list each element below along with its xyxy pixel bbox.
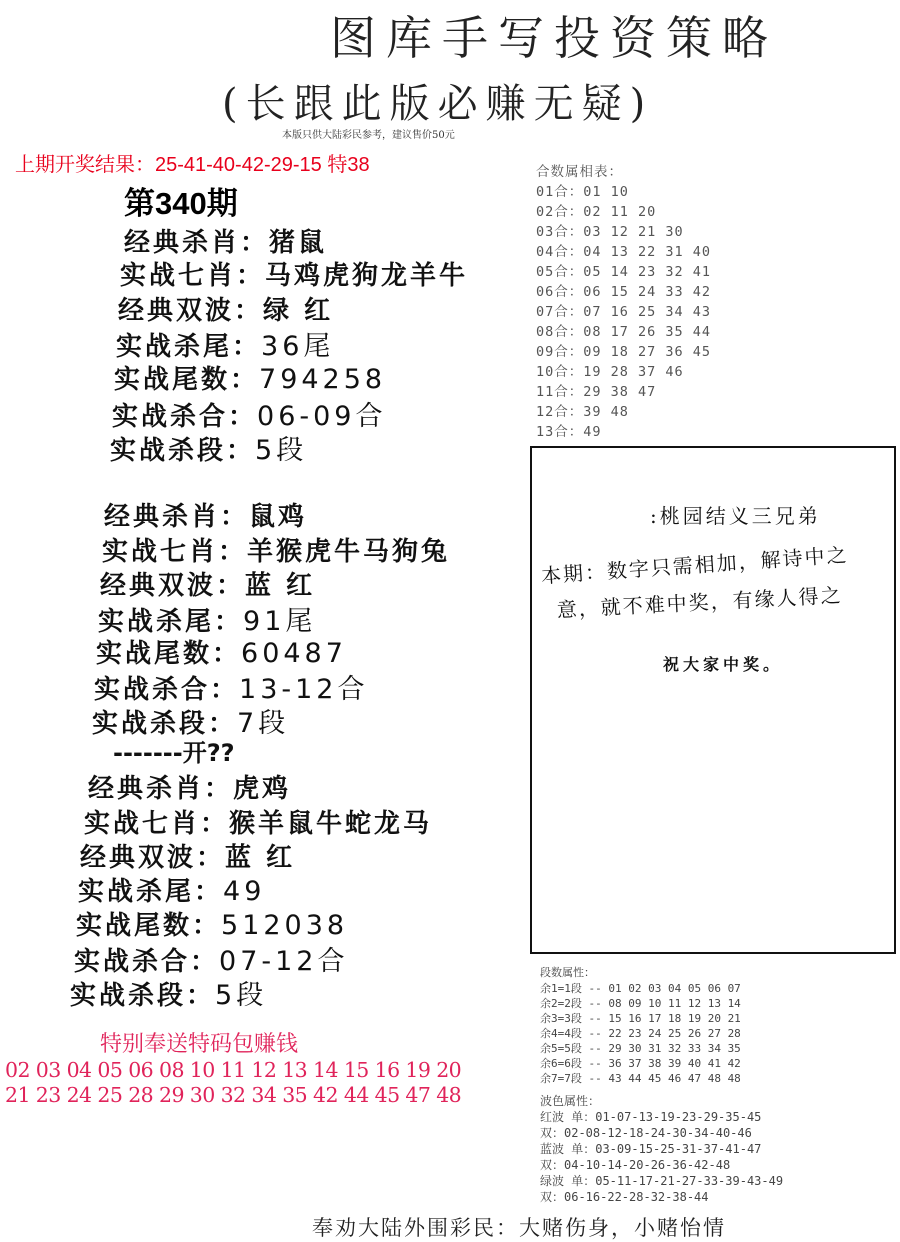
he-table-row: 13合：49 xyxy=(536,424,602,440)
row-label: 实战杀尾： xyxy=(116,332,262,362)
he-table-row: 11合：29 38 47 xyxy=(536,384,657,400)
row-value: 06-09合 xyxy=(257,401,387,432)
color-table-row: 双：02-08-12-18-24-30-34-40-46 xyxy=(540,1126,752,1140)
row-label: 实战杀合： xyxy=(94,675,240,705)
row-value: 猴羊鼠牛蛇龙马 xyxy=(229,809,433,839)
row-value: 虎鸡 xyxy=(233,774,292,804)
color-table-row: 双：06-16-22-28-32-38-44 xyxy=(540,1190,709,1204)
color-table-title: 波色属性： xyxy=(540,1094,601,1108)
he-table-row: 12合：39 48 xyxy=(536,404,629,420)
prediction-row xyxy=(114,359,386,396)
prediction-row xyxy=(100,565,315,602)
row-value: 13-12合 xyxy=(239,674,369,705)
he-table-row: 08合：08 17 26 35 44 xyxy=(536,324,712,340)
row-value: 马鸡虎狗龙羊牛 xyxy=(265,261,469,291)
segment-table-row: 余6=6段 -- 36 37 38 39 40 41 42 xyxy=(540,1057,741,1070)
he-table-row: 09合：09 18 27 36 45 xyxy=(536,344,712,360)
row-value: 49 xyxy=(223,876,266,907)
row-value: 羊猴虎牛马狗兔 xyxy=(247,537,451,567)
special-numbers-line: 21 23 24 25 28 29 30 32 34 35 42 44 45 47 48 xyxy=(5,1083,462,1107)
he-table-row: 02合：02 11 20 xyxy=(536,204,657,220)
he-table-row: 01合：01 10 xyxy=(536,184,629,200)
row-value: 绿 红 xyxy=(263,296,334,326)
row-label: 实战杀段： xyxy=(110,436,256,466)
row-value: 猪鼠 xyxy=(269,228,328,258)
row-value: 5段 xyxy=(215,980,268,1011)
row-value: 蓝 红 xyxy=(245,571,316,601)
footer-note: 奉劝大陆外围彩民：大赌伤身，小赌怡情 xyxy=(312,1216,726,1240)
row-value: 91尾 xyxy=(243,606,317,637)
segment-table-row: 余5=5段 -- 29 30 31 32 33 34 35 xyxy=(540,1042,741,1055)
row-value: 794258 xyxy=(259,364,387,395)
row-label: 实战尾数： xyxy=(114,365,260,395)
poem-title: :桃园结义三兄弟 xyxy=(650,504,821,528)
row-value: 60487 xyxy=(241,638,347,669)
prediction-row xyxy=(102,531,450,568)
he-table-title: 合数属相表： xyxy=(536,164,623,180)
special-title: 特别奉送特码包赚钱 xyxy=(100,1032,299,1057)
row-value: 36尾 xyxy=(261,331,335,362)
prediction-row xyxy=(84,803,432,840)
row-label: 实战杀合： xyxy=(74,947,220,977)
he-table-row: 04合：04 13 22 31 40 xyxy=(536,244,712,260)
row-value: 512038 xyxy=(221,910,349,941)
he-table-row: 06合：06 15 24 33 42 xyxy=(536,284,712,300)
he-table-row: 03合：03 12 21 30 xyxy=(536,224,684,240)
prediction-row xyxy=(110,428,307,467)
prediction-row xyxy=(88,768,291,805)
issue-number: 第340期 xyxy=(124,186,238,221)
row-value: 蓝 红 xyxy=(225,843,296,873)
row-label: 实战七肖： xyxy=(84,809,230,839)
special-numbers-line: 02 03 04 05 06 08 10 11 12 13 14 15 16 19 20 xyxy=(5,1058,462,1082)
he-table-row: 07合：07 16 25 34 43 xyxy=(536,304,712,320)
segment-table-row: 余1=1段 -- 01 02 03 04 05 06 07 xyxy=(540,982,741,995)
row-value: 5段 xyxy=(255,435,308,466)
prediction-row xyxy=(78,871,265,908)
wish-text: 祝大家中奖。 xyxy=(663,655,784,674)
he-table-row: 05合：05 14 23 32 41 xyxy=(536,264,712,280)
row-label: 实战杀合： xyxy=(112,402,258,432)
prediction-row xyxy=(70,973,267,1012)
last-result: 上期开奖结果：25-41-40-42-29-15 特38 xyxy=(15,154,370,176)
row-label: 经典双波： xyxy=(118,296,264,326)
row-label: 经典杀肖： xyxy=(124,228,270,258)
row-label: 经典双波： xyxy=(100,571,246,601)
color-table-row: 双：04-10-14-20-26-36-42-48 xyxy=(540,1158,731,1172)
color-table-row: 蓝波 单：03-09-15-25-31-37-41-47 xyxy=(540,1142,762,1156)
row-label: 实战七肖： xyxy=(102,537,248,567)
segment-table-row: 余7=7段 -- 43 44 45 46 47 48 48 xyxy=(540,1072,741,1085)
row-value: 7段 xyxy=(237,708,290,739)
segment-table-row: 余3=3段 -- 15 16 17 18 19 20 21 xyxy=(540,1012,741,1025)
prediction-row xyxy=(96,633,347,670)
he-table-row: 10合：19 28 37 46 xyxy=(536,364,684,380)
open-divider: -------开?? xyxy=(113,739,235,767)
row-label: 实战尾数： xyxy=(76,911,222,941)
row-label: 实战尾数： xyxy=(96,639,242,669)
row-label: 经典杀肖： xyxy=(88,774,234,804)
page-subtitle: (长跟此版必赚无疑) xyxy=(222,81,654,127)
price-note: 本版只供大陆彩民参考，建议售价50元 xyxy=(282,130,455,141)
row-label: 经典双波： xyxy=(80,843,226,873)
prediction-row xyxy=(76,905,348,942)
prediction-row xyxy=(120,255,468,292)
row-label: 实战七肖： xyxy=(120,261,266,291)
row-label: 实战杀尾： xyxy=(98,607,244,637)
row-value: 07-12合 xyxy=(219,946,349,977)
color-table-row: 红波 单：01-07-13-19-23-29-35-45 xyxy=(540,1110,762,1124)
row-label: 经典杀肖： xyxy=(104,502,250,532)
segment-table-title: 段数属性： xyxy=(540,966,595,979)
row-label: 实战杀尾： xyxy=(78,877,224,907)
color-table-row: 绿波 单：05-11-17-21-27-33-39-43-49 xyxy=(540,1174,784,1188)
prediction-row xyxy=(104,496,307,533)
segment-table-row: 余2=2段 -- 08 09 10 11 12 13 14 xyxy=(540,997,741,1010)
segment-table-row: 余4=4段 -- 22 23 24 25 26 27 28 xyxy=(540,1027,741,1040)
row-label: 实战杀段： xyxy=(70,981,216,1011)
poem-line: 意，就不难中奖，有缘人得之 xyxy=(556,583,844,622)
prediction-row xyxy=(80,837,295,874)
prediction-row xyxy=(124,222,327,259)
row-label: 实战杀段： xyxy=(92,709,238,739)
prediction-row xyxy=(116,324,334,363)
row-value: 鼠鸡 xyxy=(249,502,308,532)
page-title: 图库手写投资策略 xyxy=(330,11,778,65)
poem-line: 本期：数字只需相加，解诗中之 xyxy=(540,542,850,588)
prediction-row xyxy=(118,290,333,327)
